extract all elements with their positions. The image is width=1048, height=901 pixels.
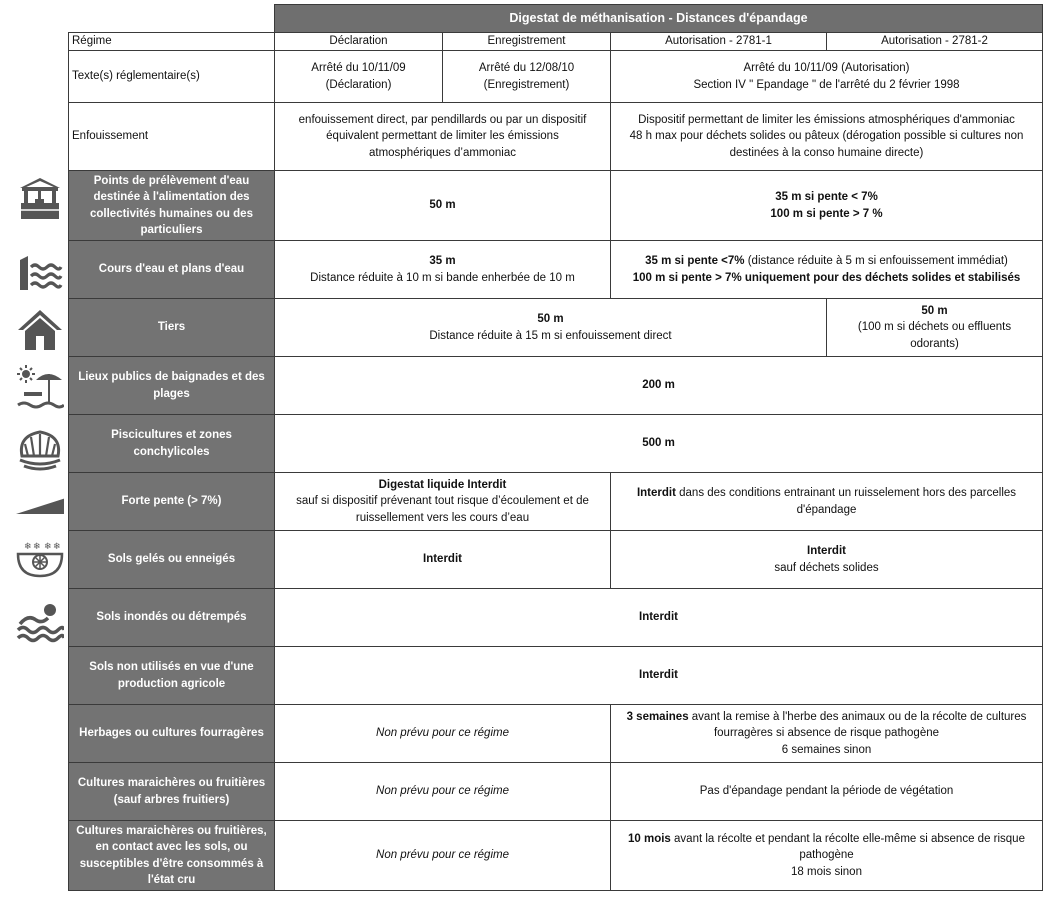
water-waves-icon bbox=[16, 248, 64, 296]
house-icon bbox=[16, 306, 64, 354]
points-decl-enreg: 50 m bbox=[275, 171, 611, 241]
category-sols-inondes: Sols inondés ou détrempés bbox=[69, 589, 275, 647]
category-cultures-contact-sol: Cultures maraichères ou fruitières, en contact avec les sols, ou susceptibles d'être consommés à l'état cru bbox=[69, 821, 275, 891]
svg-text:❄: ❄ bbox=[44, 542, 52, 552]
tiers-autorisation-2: 50 m (100 m si déchets ou effluents odorants) bbox=[827, 299, 1043, 357]
svg-text:❄: ❄ bbox=[53, 542, 61, 552]
shell-icon bbox=[16, 424, 64, 472]
category-sols-non-utilises: Sols non utilisés en vue d'une production agricole bbox=[69, 647, 275, 705]
geles-autorisation: Interdit sauf déchets solides bbox=[611, 531, 1043, 589]
beach-umbrella-icon bbox=[16, 364, 64, 412]
spreading-distances-table bbox=[68, 4, 1043, 891]
texte-declaration: Arrêté du 10/11/09 (Déclaration) bbox=[275, 51, 443, 103]
pisci-value: 500 m bbox=[275, 415, 1043, 473]
maraich-decl-enreg: Non prévu pour ce régime bbox=[275, 763, 611, 821]
slope-icon bbox=[16, 482, 64, 530]
texte-autorisation: Arrêté du 10/11/09 (Autorisation) Section IV " Epandage " de l'arrêté du 2 février 1998 bbox=[611, 51, 1043, 103]
category-tiers: Tiers bbox=[69, 299, 275, 357]
tiers-main: 50 m Distance réduite à 15 m si enfouissement direct bbox=[275, 299, 827, 357]
inondes-value: Interdit bbox=[275, 589, 1043, 647]
texte-label: Texte(s) réglementaire(s) bbox=[69, 51, 275, 103]
pente-decl-enreg: Digestat liquide Interdit sauf si dispositif prévenant tout risque d’écoulement et de ruissellement vers les cours d’eau bbox=[275, 473, 611, 531]
category-sols-geles: Sols gelés ou enneigés bbox=[69, 531, 275, 589]
category-cours-eau: Cours d'eau et plans d'eau bbox=[69, 241, 275, 299]
col-enregistrement: Enregistrement bbox=[443, 33, 611, 51]
baignade-value: 200 m bbox=[275, 357, 1043, 415]
flood-icon bbox=[16, 600, 64, 648]
category-baignades: Lieux publics de baignades et des plages bbox=[69, 357, 275, 415]
geles-decl-enreg: Interdit bbox=[275, 531, 611, 589]
svg-text:❄: ❄ bbox=[33, 542, 41, 552]
texte-enregistrement: Arrêté du 12/08/10 (Enregistrement) bbox=[443, 51, 611, 103]
category-herbages: Herbages ou cultures fourragères bbox=[69, 705, 275, 763]
col-declaration: Déclaration bbox=[275, 33, 443, 51]
contact-autorisation: 10 mois avant la récolte et pendant la récolte elle-même si absence de risque pathogène 18 mois sinon bbox=[611, 821, 1043, 891]
enfouissement-label: Enfouissement bbox=[69, 103, 275, 171]
category-points-prelevement: Points de prélèvement d'eau destinée à l'alimentation des collectivités humaines ou des particuliers bbox=[69, 171, 275, 241]
pente-autorisation: Interdit dans des conditions entrainant un ruisselement hors des parcelles d'épandage bbox=[611, 473, 1043, 531]
herbages-autorisation: 3 semaines avant la remise à l'herbe des animaux ou de la récolte de cultures fourragères si absence de risque pathogène 6 semaines sinon bbox=[611, 705, 1043, 763]
maraich-autorisation: Pas d'épandage pendant la période de végétation bbox=[611, 763, 1043, 821]
svg-text:❄: ❄ bbox=[24, 542, 32, 552]
table-title: Digestat de méthanisation - Distances d'épandage bbox=[275, 5, 1043, 33]
category-piscicultures: Piscicultures et zones conchylicoles bbox=[69, 415, 275, 473]
category-forte-pente: Forte pente (> 7%) bbox=[69, 473, 275, 531]
col-autorisation-1: Autorisation - 2781-1 bbox=[611, 33, 827, 51]
regime-label: Régime bbox=[69, 33, 275, 51]
category-cultures-maraicheres: Cultures maraichères ou fruitières (sauf arbres fruitiers) bbox=[69, 763, 275, 821]
points-autorisation: 35 m si pente < 7% 100 m si pente > 7 % bbox=[611, 171, 1043, 241]
enfouissement-decl-enreg: enfouissement direct, par pendillards ou par un dispositif équivalent permettant de limiter les émissions atmosphériques d’ammoniac bbox=[275, 103, 611, 171]
enfouissement-autorisation: Dispositif permettant de limiter les émissions atmosphériques d'ammoniac 48 h max pour déchets solides ou pâteux (dérogation possible si cultures non destinées à la conso humaine directe) bbox=[611, 103, 1043, 171]
non-utilises-value: Interdit bbox=[275, 647, 1043, 705]
well-icon bbox=[16, 174, 64, 222]
herbages-decl-enreg: Non prévu pour ce régime bbox=[275, 705, 611, 763]
col-autorisation-2: Autorisation - 2781-2 bbox=[827, 33, 1043, 51]
frozen-ground-icon bbox=[16, 540, 64, 588]
contact-decl-enreg: Non prévu pour ce régime bbox=[275, 821, 611, 891]
cours-decl-enreg: 35 m Distance réduite à 10 m si bande enherbée de 10 m bbox=[275, 241, 611, 299]
cours-autorisation: 35 m si pente <7% (distance réduite à 5 m si enfouissement immédiat) 100 m si pente > 7% uniquement pour des déchets solides et stabilisés bbox=[611, 241, 1043, 299]
